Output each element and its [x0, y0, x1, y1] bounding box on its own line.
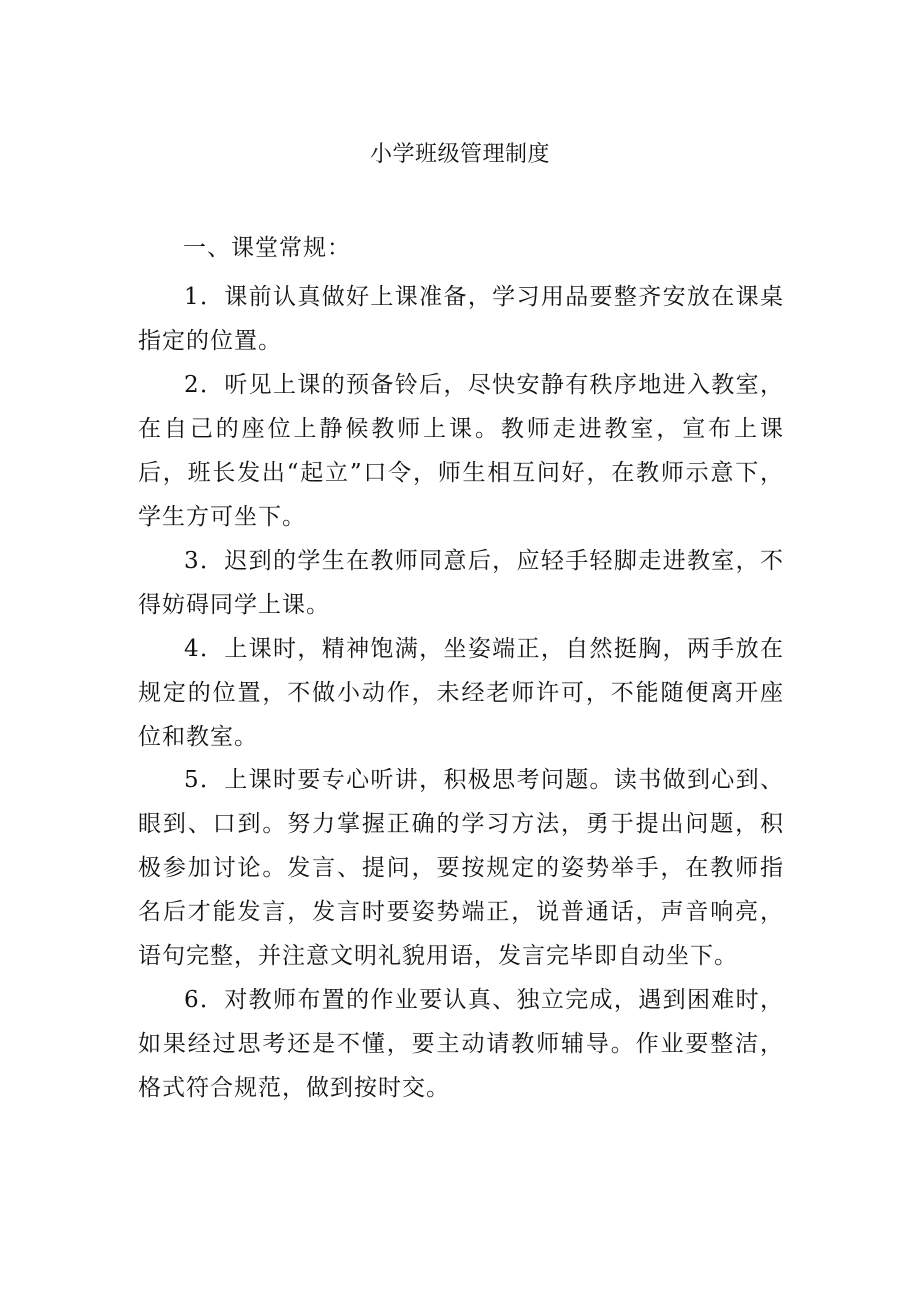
paragraph-4: 4．上课时，精神饱满，坐姿端正，自然挺胸，两手放在规定的位置，不做小动作，未经老师许可，不能随便离开座位和教室。 [138, 636, 784, 750]
paragraph-1: 1．课前认真做好上课准备，学习用品要整齐安放在课桌指定的位置。 [138, 284, 784, 354]
paragraph-2: 2．听见上课的预备铃后，尽快安静有秩序地进入教室，在自己的座位上静候教师上课。教师走进教室，宣布上课后，班长发出“起立”口令，师生相互问好，在教师示意下，学生方可坐下。 [138, 372, 784, 530]
paragraph-5: 5．上课时要专心听讲，积极思考问题。读书做到心到、眼到、口到。努力掌握正确的学习方法，勇于提出问题，积极参加讨论。发言、提问，要按规定的姿势举手，在教师指名后才能发言，发言时要姿势端正，说普通话，声音响亮，语句完整，并注意文明礼貌用语，发言完毕即自动坐下。 [138, 767, 784, 969]
paragraph-6: 6．对教师布置的作业要认真、独立完成，遇到困难时，如果经过思考还是不懂，要主动请教师辅导。作业要整洁，格式符合规范，做到按时交。 [138, 987, 784, 1101]
document-title: 小学班级管理制度 [369, 142, 550, 167]
section-heading: 一、课堂常规： [183, 235, 351, 261]
paragraph-3: 3．迟到的学生在教师同意后，应轻手轻脚走进教室，不得妨碍同学上课。 [138, 548, 784, 618]
